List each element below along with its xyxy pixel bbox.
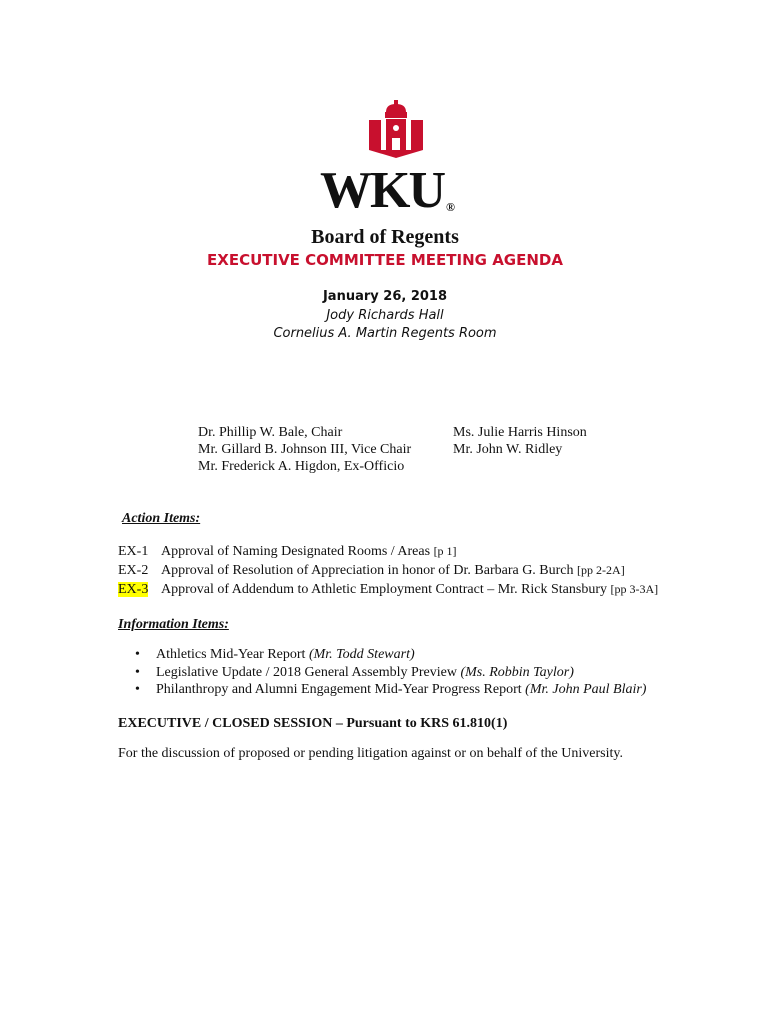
action-item [118, 580, 658, 599]
meeting-date: January 26, 2018 [322, 289, 448, 304]
meeting-location-room: Cornelius A. Martin Regents Room [273, 326, 497, 341]
wku-logo [318, 100, 463, 225]
action-item-code-highlighted: EX-3 [118, 582, 149, 597]
meeting-location-building: Jody Richards Hall [326, 308, 444, 323]
action-item-code: EX-1 [118, 544, 149, 559]
member-name: Mr. John W. Ridley [453, 442, 563, 457]
action-item-text: Approval of Naming Designated Rooms / Areas [p 1] [161, 544, 457, 559]
page-reference: [p 1] [433, 544, 457, 558]
list-item: • Athletics Mid-Year Report (Mr. Todd Stewart) [135, 647, 415, 662]
list-item: • Legislative Update / 2018 General Assembly Preview (Ms. Robbin Taylor) [135, 664, 574, 680]
member-name: Dr. Phillip W. Bale, Chair [198, 425, 343, 440]
action-item [118, 561, 658, 580]
bullet-icon: • [135, 664, 140, 680]
member-name: Mr. Gillard B. Johnson III, Vice Chair [198, 442, 412, 457]
member-name: Ms. Julie Harris Hinson [453, 425, 587, 440]
agenda-title: EXECUTIVE COMMITTEE MEETING AGENDA [207, 251, 563, 269]
tower-icon [366, 100, 426, 160]
executive-session-text: For the discussion of proposed or pending litigation against or on behalf of the University. [118, 746, 623, 761]
action-item-text: Approval of Resolution of Appreciation in honor of Dr. Barbara G. Burch [pp 2-2A] [161, 563, 625, 578]
presenter: (Ms. Robbin Taylor) [460, 664, 574, 680]
action-item-code: EX-2 [118, 563, 149, 578]
action-items-list [118, 542, 658, 599]
list-item: • Philanthropy and Alumni Engagement Mid-Year Progress Report (Mr. John Paul Blair) [135, 682, 647, 697]
bullet-icon: • [135, 682, 140, 697]
action-item [118, 542, 658, 561]
wku-wordmark: WKU ® [320, 162, 455, 219]
executive-session-heading: EXECUTIVE / CLOSED SESSION – Pursuant to KRS 61.810(1) [118, 716, 508, 731]
bullet-icon: • [135, 647, 140, 662]
member-name: Mr. Frederick A. Higdon, Ex-Officio [198, 459, 405, 474]
board-title: Board of Regents [311, 226, 459, 248]
presenter: (Mr. John Paul Blair) [525, 682, 647, 697]
members-left-column [198, 424, 411, 475]
presenter: (Mr. Todd Stewart) [308, 647, 415, 662]
action-items-heading: Action Items: [122, 511, 201, 526]
information-items-heading: Information Items: [118, 617, 229, 632]
information-items-list [135, 646, 646, 699]
members-right-column [453, 424, 587, 458]
page-reference: [pp 2-2A] [577, 563, 625, 577]
page-reference: [pp 3-3A] [610, 582, 659, 596]
action-item-text: Approval of Addendum to Athletic Employment Contract – Mr. Rick Stansbury [pp 3-3A] [161, 582, 659, 597]
